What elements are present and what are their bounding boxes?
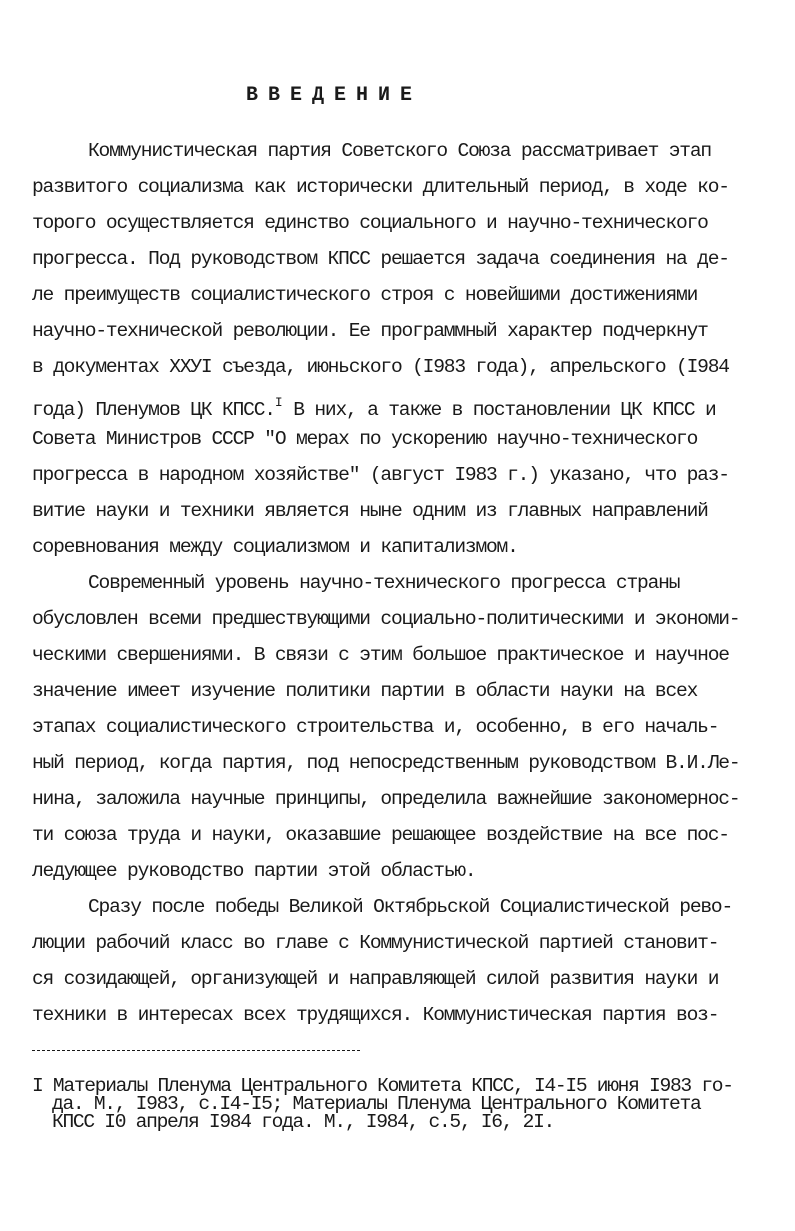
text-line: прогресса в народном хозяйстве" (август I983 г.) указано, что раз-	[32, 464, 729, 486]
footnote-line: I Материалы Пленума Центрального Комитета КПСС, I4-I5 июня I983 го-	[32, 1075, 733, 1097]
text-line: обусловлен всеми предшествующими социально-политическими и экономи-	[32, 608, 740, 630]
text-line: значение имеет изучение политики партии в области науки на всех	[32, 680, 698, 702]
text-line: ный период, когда партия, под непосредственным руководством В.И.Ле-	[32, 752, 740, 774]
text-line: прогресса. Под руководством КПСС решается задача соединения на де-	[32, 248, 729, 270]
text-line: ледующее руководство партии этой областью.	[32, 860, 476, 882]
text-line: ческими свершениями. В связи с этим большое практическое и научное	[32, 644, 729, 666]
text-line: Коммунистическая партия Советского Союза рассматривает этап	[88, 140, 711, 162]
footnote-line: да. М., I983, с.I4-I5; Материалы Пленума Центрального Комитета	[52, 1093, 701, 1115]
footnote-separator	[32, 1050, 360, 1051]
text-line: Современный уровень научно-технического прогресса страны	[88, 572, 680, 594]
text-segment: года) Пленумов ЦК КПСС.	[32, 399, 275, 421]
text-line: в документах ХХУI съезда, июньского (I983 года), апрельского (I984	[32, 356, 729, 378]
text-line: нина, заложила научные принципы, определила важнейшие закономернос-	[32, 788, 740, 810]
text-line-with-footnote-ref	[32, 388, 716, 421]
text-line: Сразу после победы Великой Октябрьской Социалистической рево-	[88, 896, 733, 918]
text-line: ся созидающей, организующей и направляющей силой развития науки и	[32, 968, 719, 990]
page-title: ВВЕДЕНИЕ	[245, 84, 422, 107]
text-line: торого осуществляется единство социального и научно-технического	[32, 212, 708, 234]
text-line: витие науки и техники является ныне одним из главных направлений	[32, 500, 708, 522]
text-line: Совета Министров СССР "О мерах по ускорению научно-технического	[32, 428, 698, 450]
text-line: ле преимуществ социалистического строя с новейшими достижениями	[32, 284, 698, 306]
footnote-reference: I	[274, 395, 283, 410]
text-line: ти союза труда и науки, оказавшие решающее воздействие на все пос-	[32, 824, 729, 846]
footnote-line: КПСС I0 апреля I984 года. М., I984, с.5, I6, 2I.	[52, 1111, 554, 1133]
text-line: соревнования между социализмом и капитализмом.	[32, 536, 518, 558]
text-line: техники в интересах всех трудящихся. Коммунистическая партия воз-	[32, 1004, 719, 1026]
text-line: этапах социалистического строительства и, особенно, в его началь-	[32, 716, 719, 738]
text-line: научно-технической революции. Ее программный характер подчеркнут	[32, 320, 708, 342]
text-line: люции рабочий класс во главе с Коммунистической партией становит-	[32, 932, 719, 954]
text-segment: В них, а также в постановлении ЦК КПСС и	[282, 399, 716, 421]
text-line: развитого социализма как исторически длительный период, в ходе ко-	[32, 176, 729, 198]
